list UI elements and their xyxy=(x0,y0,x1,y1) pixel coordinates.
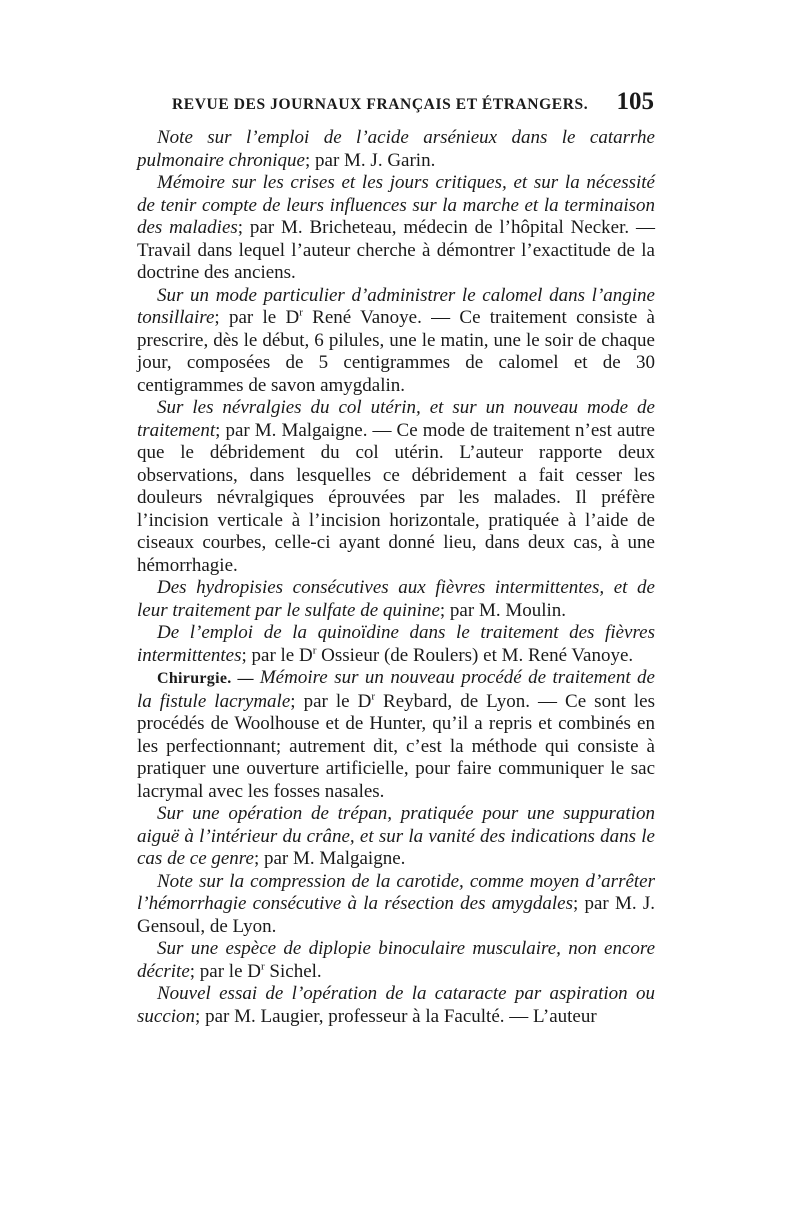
entry-crises xyxy=(137,172,655,285)
doctor-superscript: r xyxy=(261,960,265,973)
entry-arsenious-acid xyxy=(137,127,655,172)
running-title: REVUE DES JOURNAUX FRANÇAIS ET ÉTRANGERS. xyxy=(172,96,589,113)
entry-author: ; par M. Malgaigne. xyxy=(253,848,406,869)
entry-author: ; par M. J. Garin. xyxy=(305,149,436,171)
entry-neuralgia xyxy=(137,397,655,577)
entry-author: Ossieur (de Roulers) et M. René Vanoye. xyxy=(316,644,634,666)
entry-title: Nouvel essai de l’opération de la cataracte par aspiration ou succion xyxy=(137,983,655,1027)
entry-title: Note sur la compression de la carotide, comme moyen d’arrêter l’hémorrhagie consécutive à la résection des amygdales xyxy=(137,870,655,914)
entry-calomel xyxy=(137,285,655,398)
entry-author-prefix: ; par le D xyxy=(241,644,313,666)
journal-review-text xyxy=(137,127,655,1028)
doctor-superscript: r xyxy=(312,644,317,657)
entry-cataract xyxy=(137,983,655,1028)
entry-author-prefix: ; par le D xyxy=(189,960,261,982)
entry-carotid xyxy=(137,871,655,939)
entry-title: Mémoire sur les crises et les jours critiques, et sur la nécessité de tenir compte de leurs influences sur la marche et la terminaison des maladies xyxy=(137,172,655,238)
entry-diplopia xyxy=(137,938,655,983)
entry-author: ; par M. Moulin. xyxy=(439,599,567,621)
entry-dropsy xyxy=(137,577,655,622)
section-label-chirurgie: Chirurgie. — xyxy=(157,670,260,687)
entry-title: Note sur l’emploi de l’acide arsénieux dans le catarrhe pulmonaire chronique xyxy=(137,127,655,171)
running-header xyxy=(172,88,654,124)
entry-author: ; par M. Bricheteau, médecin de l’hôpital Necker. — Travail dans lequel l’auteur cherche à démontrer l’exactitude de la doctrine des anciens. xyxy=(137,217,655,283)
entry-author: ; par M. Malgaigne. — Ce mode de traitement n’est autre que le débridement du col utérin. L’auteur rapporte deux observations, dans lesquelles ce débridement a fait cesser les douleurs névralgiques éprouvées par les malades. Il préfère l’incision verticale à l’incision horizontale, pratiquée à l’aide de ciseaux courbes, celle-ci ayant donné lieu, dans deux cas, à une hémorrhagie. xyxy=(137,419,655,576)
entry-author-prefix: ; par le D xyxy=(290,690,372,712)
entry-title: Sur une opération de trépan, pratiquée pour une suppuration aiguë à l’intérieur du crâne, et sur la vanité des indications dans le cas de ce genre xyxy=(137,803,655,869)
entry-author: Sichel. xyxy=(264,960,322,982)
entry-author: ; par M. J. Gensoul, de Lyon. xyxy=(137,893,656,937)
doctor-superscript: r xyxy=(371,690,376,703)
entry-title: Sur les névralgies du col utérin, et sur un nouveau mode de traitement xyxy=(137,397,655,441)
entry-author-prefix: ; par le D xyxy=(214,307,300,328)
page-number: 105 xyxy=(616,88,654,115)
entry-title: Mémoire sur un nouveau procédé de traitement de la fistule lacrymale xyxy=(137,667,655,712)
entry-lacrymal-fistula xyxy=(137,667,655,803)
entry-title: Sur une espèce de diplopie binoculaire musculaire, non encore décrite xyxy=(137,938,655,982)
entry-author: ; par M. Laugier, professeur à la Faculté. — L’auteur xyxy=(195,1005,597,1027)
entry-quinoidine xyxy=(137,622,655,667)
doctor-superscript: r xyxy=(299,306,303,319)
entry-author: Reybard, de Lyon. — Ce sont les procédés de Woolhouse et de Hunter, qu’il a repris et combinés en les perfectionnant; autrement dit, c’est la méthode qui consiste à pratiquer une ouverture artificielle, pour faire communiquer le sac lacrymal avec les fosses nasales. xyxy=(137,690,655,802)
entry-author: René Vanoye. — Ce traitement consiste à prescrire, dès le début, 6 pilules, une le matin, une le soir de chaque jour, composées de 5 centigrammes de calomel et de 30 centigrammes de savon amygdalin. xyxy=(137,307,655,396)
entry-trepan xyxy=(137,803,655,871)
entry-title: Sur un mode particulier d’administrer le calomel dans l’angine tonsillaire xyxy=(137,284,655,328)
entry-title: Des hydropisies consécutives aux fièvres intermittentes, et de leur traitement par le sulfate de quinine xyxy=(137,577,655,621)
entry-title: De l’emploi de la quinoïdine dans le traitement des fièvres intermittentes xyxy=(137,622,655,666)
